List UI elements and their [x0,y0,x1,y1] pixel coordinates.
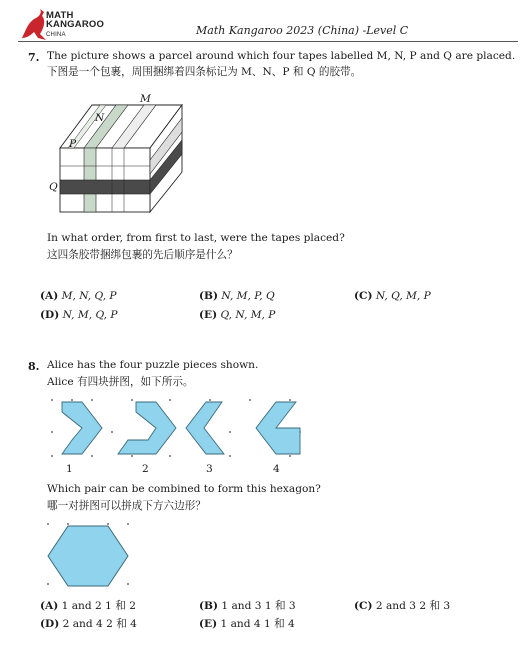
q7-text-en: The picture shows a parcel around which four tapes labelled M, N, P and Q are placed. [47,50,516,62]
tape-label-n: N [95,112,105,124]
q7-number: 7. [28,51,40,64]
q8-option-d[interactable]: (D) 2 and 4 2 和 4 [40,618,137,630]
piece-label-1: 1 [66,463,73,475]
q7-option-a[interactable]: (A) M, N, Q, P [40,290,117,302]
q7-option-d[interactable]: (D) N, M, Q, P [40,309,118,321]
piece-label-2: 2 [142,463,149,475]
q8-number: 8. [28,360,40,373]
piece-label-3: 3 [206,463,213,475]
tape-label-p: P [69,138,77,150]
q8-question-en: Which pair can be combined to form this hexagon? [47,483,321,495]
target-hexagon [48,526,128,586]
q7-option-e[interactable]: (E) Q, N, M, P [199,309,276,321]
q8-option-c[interactable]: (C) 2 and 3 2 和 3 [354,600,451,612]
q8-option-a[interactable]: (A) 1 and 2 1 和 2 [40,600,136,612]
q7-text-zh: 下图是一个包裹，周围捆绑着四条标记为 M、N、P 和 Q 的胶带。 [47,66,362,78]
tape-label-q: Q [49,181,58,193]
q8-option-b[interactable]: (B) 1 and 3 1 和 3 [199,600,296,612]
q8-text-en: Alice has the four puzzle pieces shown. [47,359,259,371]
page-title: Math Kangaroo 2023 (China) -Level C [196,24,409,37]
tape-label-m: M [140,93,151,105]
logo-line-kangaroo: KANGAROO [46,19,105,30]
q8-text-zh: Alice 有四块拼图，如下所示。 [47,376,194,388]
q7-option-c[interactable]: (C) N, Q, M, P [354,290,431,302]
logo-line-math: MATH [46,10,74,21]
logo-line-china: CHINA [46,32,66,38]
q7-question-en: In what order, from first to last, were the tapes placed? [47,232,345,244]
piece-label-4: 4 [273,463,280,475]
q8-option-e[interactable]: (E) 1 and 4 1 和 4 [199,618,295,630]
q7-question-zh: 这四条胶带捆绑包裹的先后顺序是什么？ [47,249,238,261]
q8-question-zh: 哪一对拼图可以拼成下方六边形？ [47,500,206,512]
q7-option-b[interactable]: (B) N, M, P, Q [199,290,275,302]
